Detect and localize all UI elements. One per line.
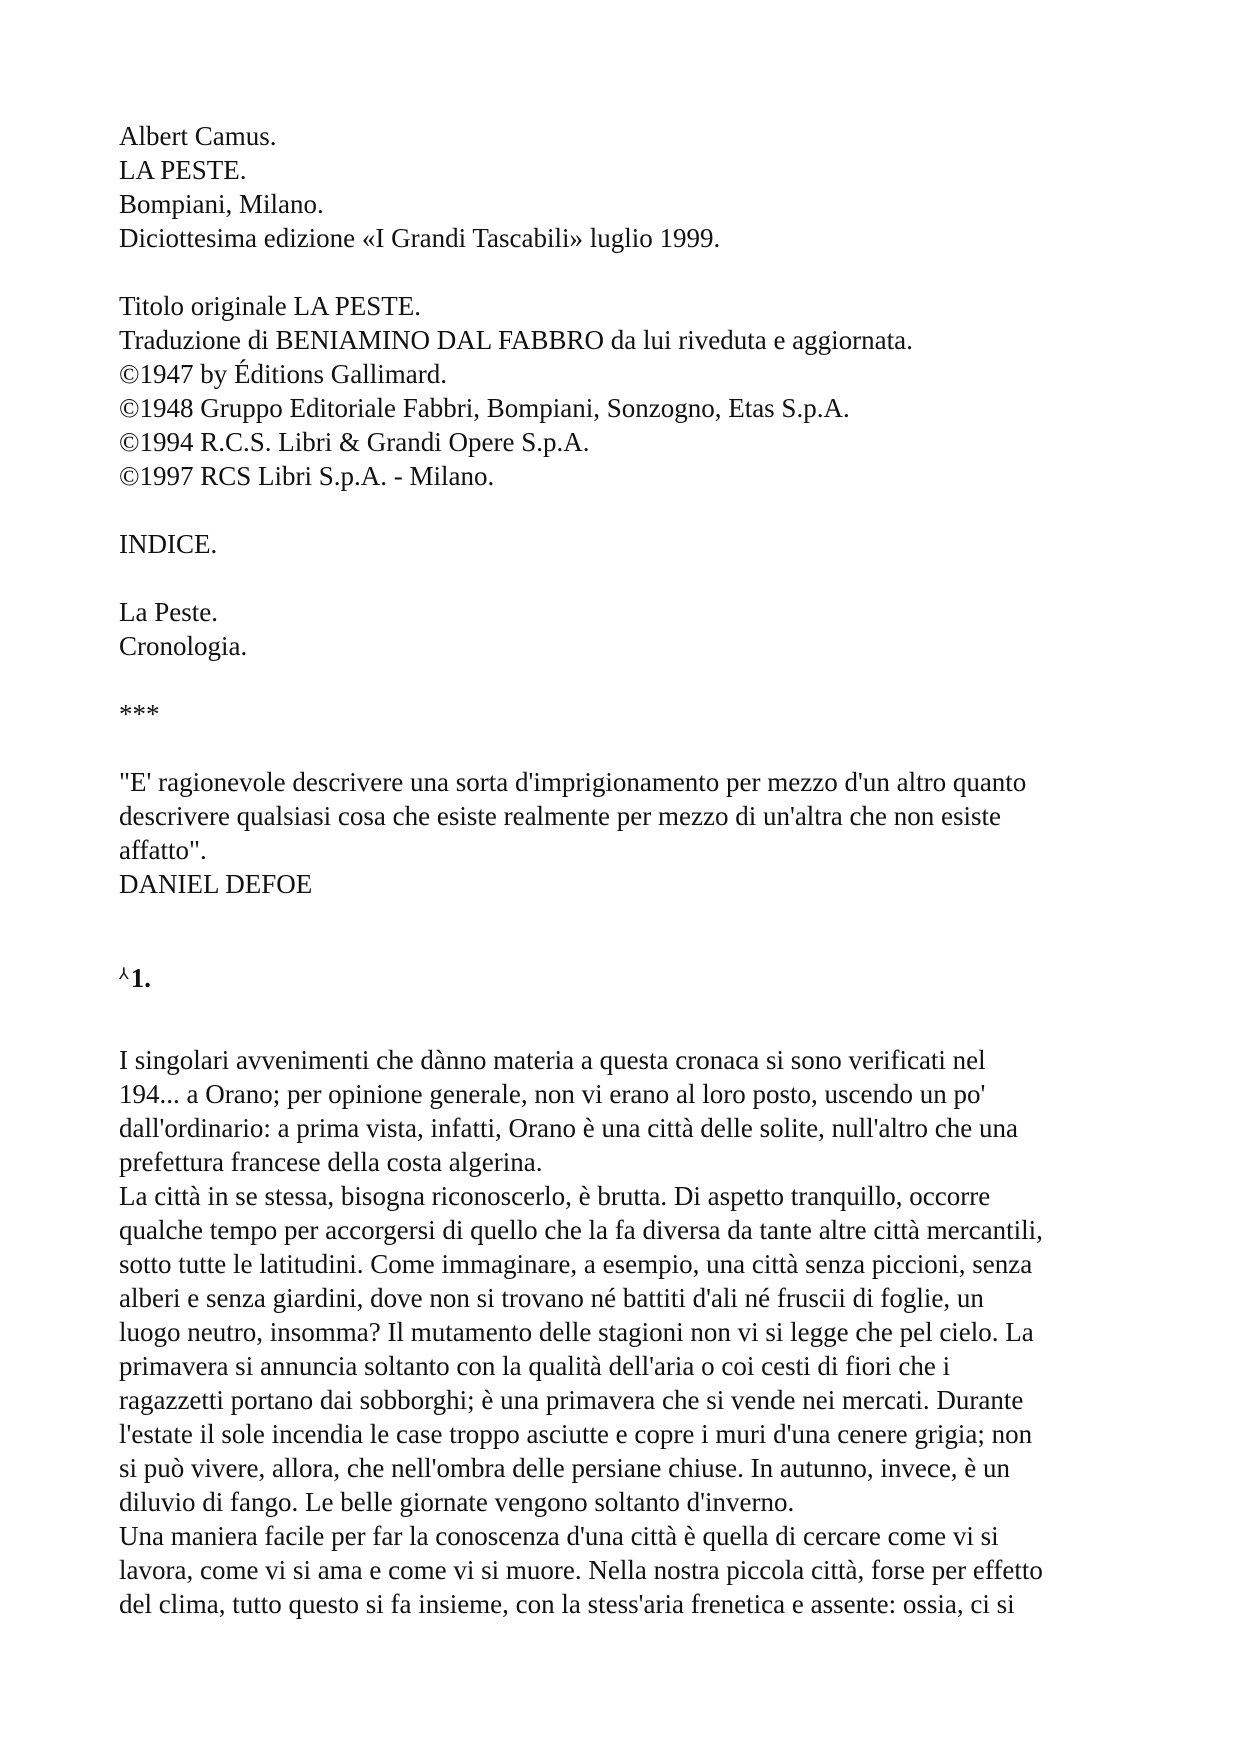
epigraph-attribution: DANIEL DEFOE [119,869,313,899]
epigraph-line: descrivere qualsiasi cosa che esiste realmente per mezzo di un'altra che non esiste [119,801,1001,831]
body-line: si può vivere, allora, che nell'ombra delle persiane chiuse. In autunno, invece, è un [119,1453,1011,1483]
edition-line: Diciottesima edizione «I Grandi Tascabili» luglio 1999. [119,223,721,253]
title-line: LA PESTE. [119,155,247,185]
body-line: sotto tutte le latitudini. Come immaginare, a esempio, una città senza piccioni, senza [119,1249,1033,1279]
spacer [119,493,1129,527]
translation-line: Traduzione di BENIAMINO DAL FABBRO da lui riveduta e aggiornata. [119,325,913,355]
spacer [119,663,1129,697]
index-heading: INDICE. [119,529,218,559]
epigraph-line: affatto". [119,835,207,865]
body-line: La città in se stessa, bisogna riconoscerlo, è brutta. Di aspetto tranquillo, occorre [119,1181,991,1211]
chapter-heading [119,961,1129,995]
epigraph-line: "E' ragionevole descrivere una sorta d'imprigionamento per mezzo d'un altro quanto [119,767,1027,797]
original-title-line: Titolo originale LA PESTE. [119,291,422,321]
body-line: del clima, tutto questo si fa insieme, con la stess'aria frenetica e assente: ossia, ci si [119,1589,1015,1619]
spacer [119,731,1129,765]
index-item: Cronologia. [119,631,248,661]
body-line: luogo neutro, insomma? Il mutamento delle stagioni non vi si legge che pel cielo. La [119,1317,1034,1347]
copyright-line: ©1994 R.C.S. Libri & Grandi Opere S.p.A. [119,427,590,457]
body-line: 194... a Orano; per opinione generale, non vi erano al loro posto, uscendo un po' [119,1079,986,1109]
body-line: Una maniera facile per far la conoscenza d'una città è quella di cercare come vi si [119,1521,999,1551]
copyright-line: ©1997 RCS Libri S.p.A. - Milano. [119,461,495,491]
section-separator: *** [119,699,160,729]
body-line: diluvio di fango. Le belle giornate vengono soltanto d'inverno. [119,1487,795,1517]
body-line: I singolari avvenimenti che dànno materia a questa cronaca si sono verificati nel [119,1045,986,1075]
author-line: Albert Camus. [119,121,277,151]
body-line: l'estate il sole incendia le case troppo asciutte e copre i muri d'una cenere grigia; non [119,1419,1033,1449]
spacer [119,995,1129,1043]
body-line: primavera si annuncia soltanto con la qualità dell'aria o coi cesti di fiori che i [119,1351,951,1381]
body-line: qualche tempo per accorgersi di quello che la fa diversa da tante altre città mercantili, [119,1215,1043,1245]
spacer [119,901,1129,961]
publisher-line: Bompiani, Milano. [119,189,324,219]
spacer [119,255,1129,289]
pinwheel-icon: ⅄ [119,966,129,983]
document-page [119,119,1129,1621]
chapter-number: 1. [130,963,152,993]
body-line: alberi e senza giardini, dove non si trovano né battiti d'ali né fruscii di foglie, un [119,1283,984,1313]
body-line: prefettura francese della costa algerina. [119,1147,543,1177]
body-line: dall'ordinario: a prima vista, infatti, Orano è una città delle solite, null'altro che una [119,1113,1018,1143]
body-line: ragazzetti portano dai sobborghi; è una primavera che si vende nei mercati. Durante [119,1385,1024,1415]
body-line: lavora, come vi si ama e come vi si muore. Nella nostra piccola città, forse per effetto [119,1555,1043,1585]
copyright-line: ©1948 Gruppo Editoriale Fabbri, Bompiani, Sonzogno, Etas S.p.A. [119,393,850,423]
copyright-line: ©1947 by Éditions Gallimard. [119,359,447,389]
index-item: La Peste. [119,597,218,627]
spacer [119,561,1129,595]
